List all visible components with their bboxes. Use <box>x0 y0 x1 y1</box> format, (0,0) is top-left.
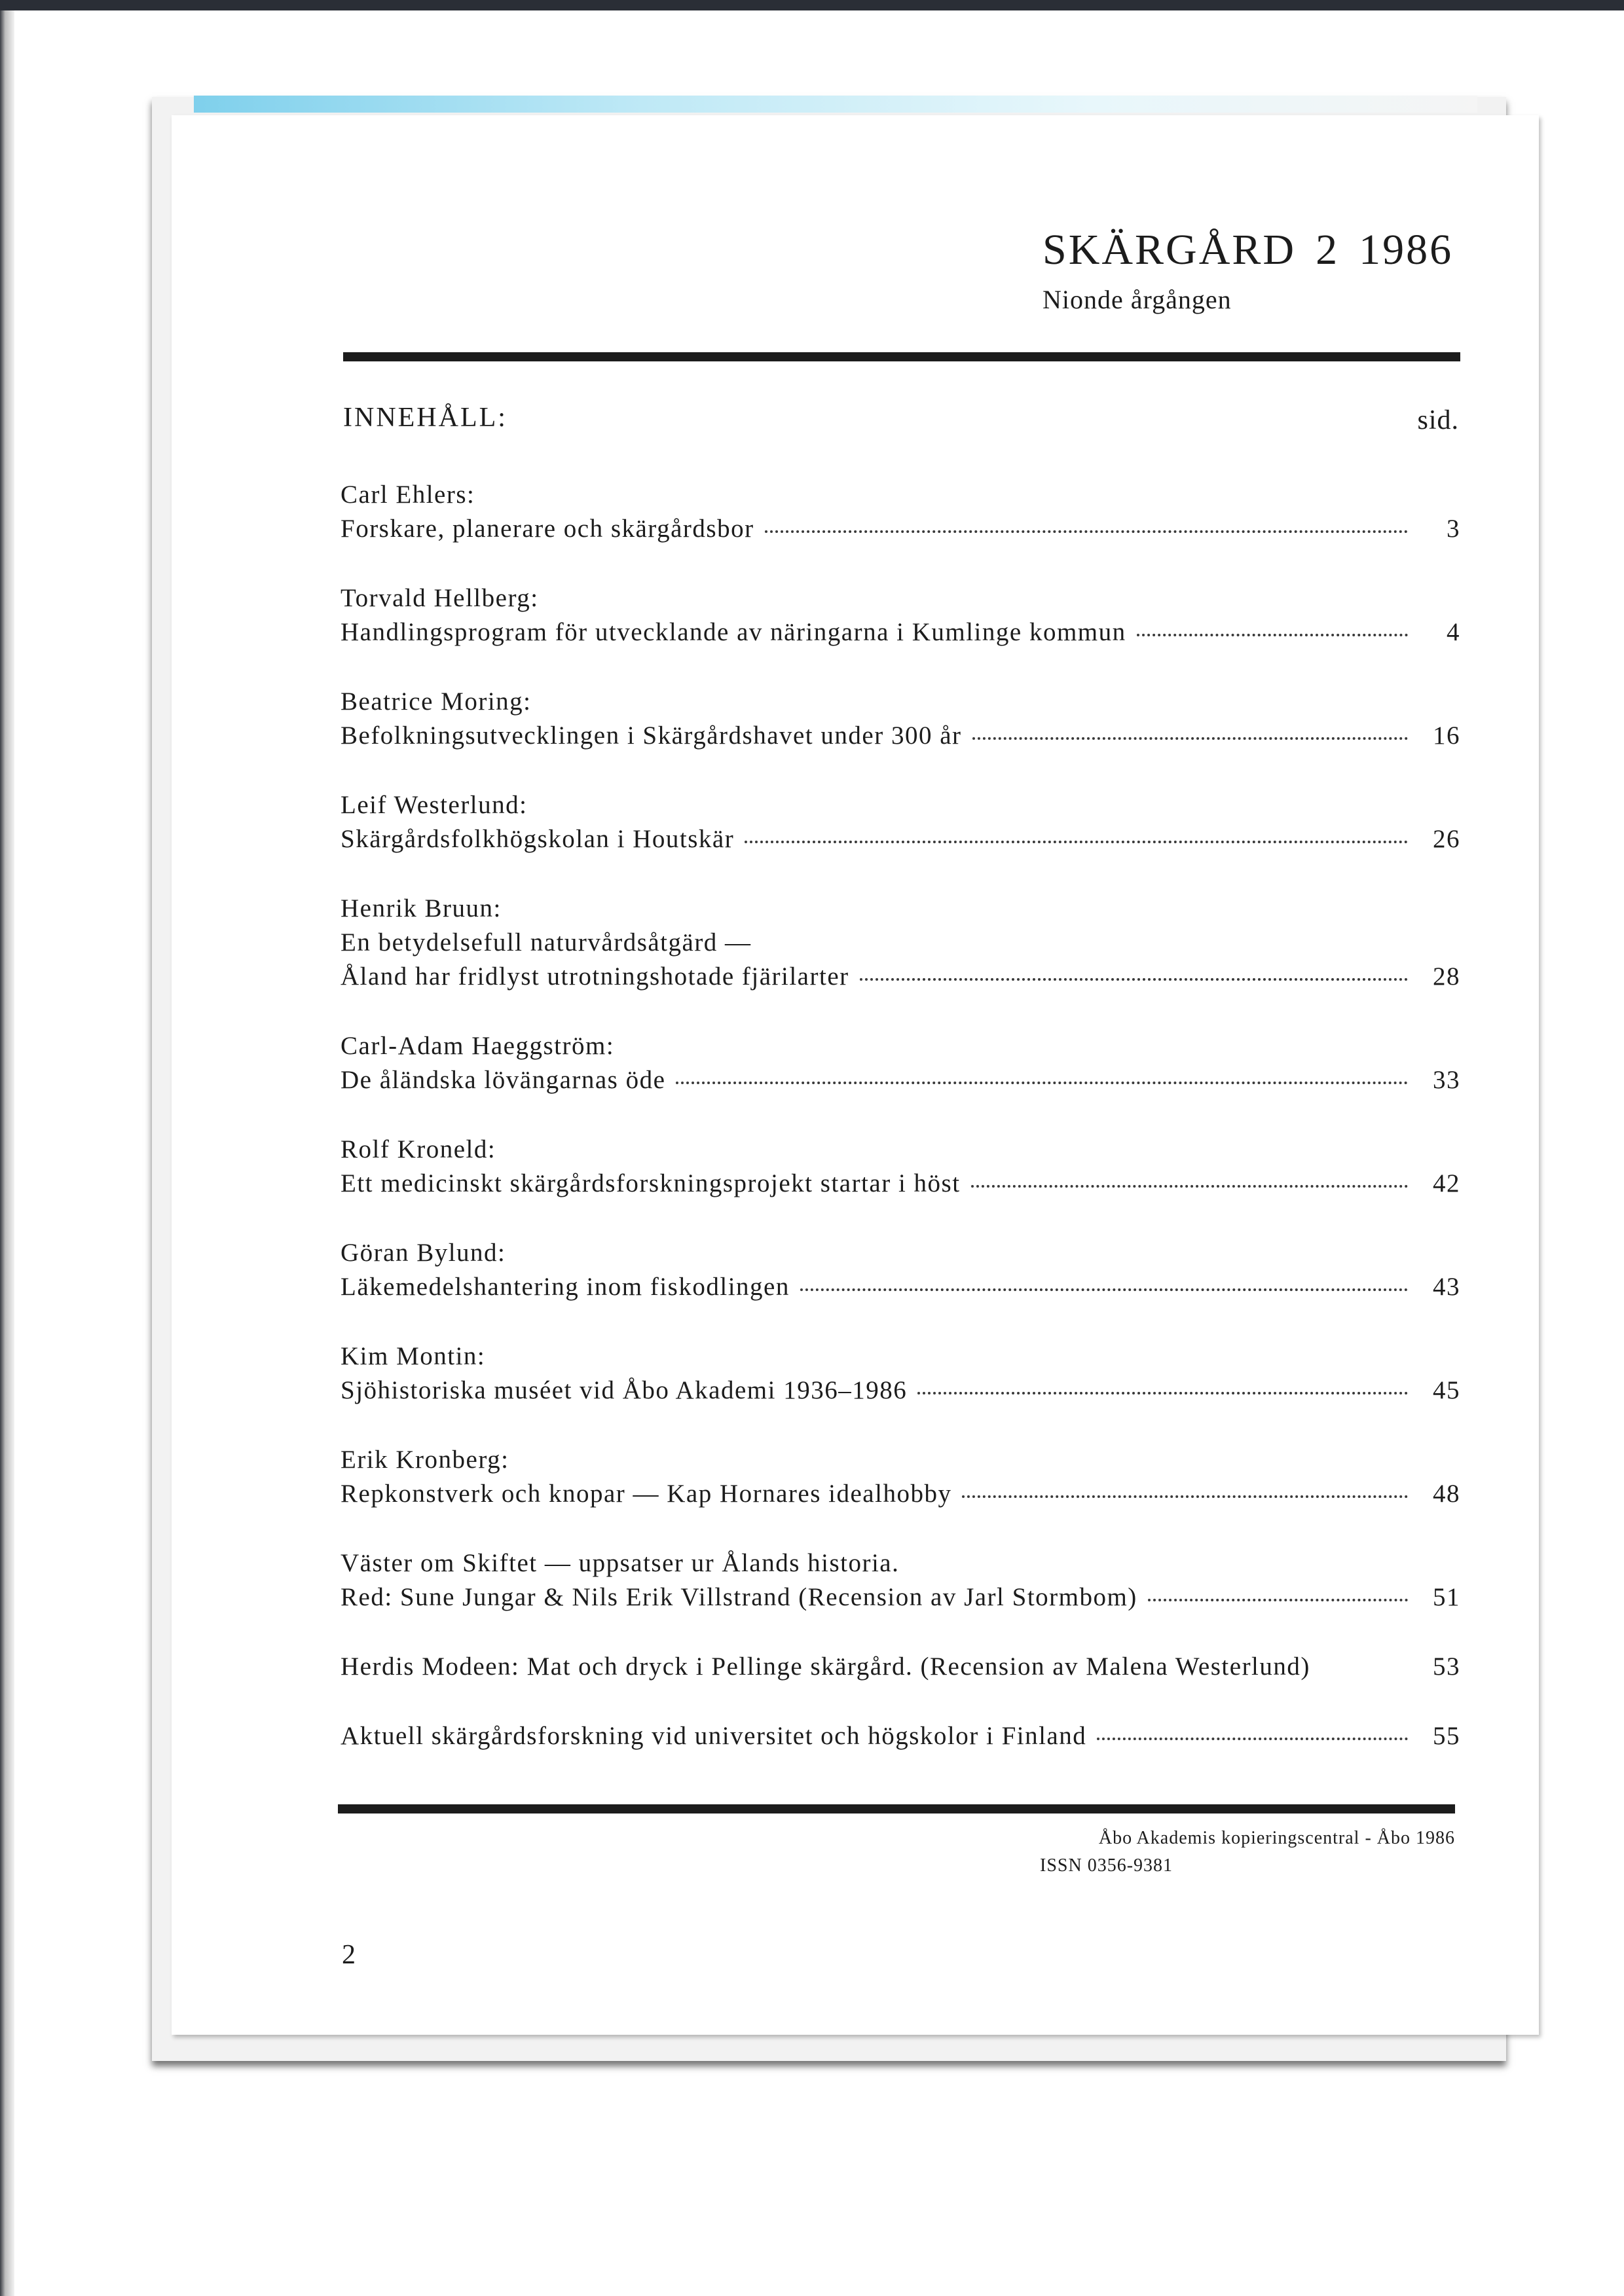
toc-title-line <box>341 512 1460 546</box>
toc-page-number: 28 <box>1433 962 1460 991</box>
scanner-top-edge <box>0 0 1624 10</box>
toc-line-text: Leif Westerlund: <box>341 791 528 819</box>
toc-author-line <box>341 788 1460 822</box>
toc-entry <box>341 892 1460 994</box>
toc-author-line <box>341 581 1460 615</box>
dot-leader <box>917 1392 1408 1394</box>
toc-title-line <box>341 1477 1460 1511</box>
toc-title-line <box>341 1167 1460 1201</box>
journal-name: SKÄRGÅRD <box>1043 226 1297 274</box>
toc-page-number: 48 <box>1433 1480 1460 1508</box>
toc-title-line <box>341 1063 1460 1097</box>
toc-page-number: 45 <box>1433 1376 1460 1404</box>
toc-entry <box>341 478 1460 546</box>
toc-entry <box>341 1339 1460 1408</box>
toc-line-text: Carl Ehlers: <box>341 481 475 509</box>
contents-heading: INNEHÅLL: <box>343 403 507 433</box>
page-column-heading: sid. <box>1417 405 1459 435</box>
toc-entry <box>341 1719 1460 1753</box>
toc-page-number: 26 <box>1433 825 1460 853</box>
toc-author-line <box>341 1236 1460 1270</box>
toc-page-number: 53 <box>1433 1652 1460 1681</box>
toc-line-text: Aktuell skärgårdsforskning vid universitet och högskolor i Finland <box>341 1722 1087 1750</box>
toc-line-text: Forskare, planerare och skärgårdsbor <box>341 515 754 543</box>
cover-strip <box>194 96 1477 113</box>
toc-title-line <box>341 719 1460 753</box>
toc-page-number: 55 <box>1433 1722 1460 1750</box>
dot-leader <box>676 1082 1408 1084</box>
toc-entry <box>341 1443 1460 1511</box>
toc-author-line <box>341 1339 1460 1374</box>
toc-entry <box>341 581 1460 649</box>
toc-line-text: Red: Sune Jungar & Nils Erik Villstrand (Recension av Jarl Stormbom) <box>341 1583 1137 1611</box>
volume-subtitle: Nionde årgången <box>1043 285 1232 314</box>
toc-page-number: 16 <box>1433 721 1460 750</box>
toc-line-text: Rolf Kroneld: <box>341 1135 496 1163</box>
toc-line-text: Torvald Hellberg: <box>341 584 539 612</box>
dot-leader <box>765 530 1408 533</box>
toc-line-text: Herdis Modeen: Mat och dryck i Pellinge skärgård. (Recension av Malena Westerlund) <box>341 1652 1310 1681</box>
top-rule <box>343 352 1460 361</box>
toc-title-line <box>341 1719 1460 1753</box>
toc-title-line <box>341 1270 1460 1304</box>
issue-year: 1986 <box>1359 226 1454 274</box>
toc-line-text: En betydelsefull naturvårdsåtgärd — <box>341 928 752 957</box>
toc-line-text: Sjöhistoriska muséet vid Åbo Akademi 1936–1986 <box>341 1376 908 1404</box>
toc-line-text: Skärgårdsfolkhögskolan i Houtskär <box>341 825 735 853</box>
toc-entry <box>341 1650 1460 1684</box>
scanner-left-edge <box>0 10 14 2296</box>
dot-leader <box>1137 634 1408 636</box>
toc-line-text: Handlingsprogram för utvecklande av näringarna i Kumlinge kommun <box>341 618 1126 646</box>
toc-line-text: Läkemedelshantering inom fiskodlingen <box>341 1273 790 1301</box>
issn-line: ISSN 0356-9381 <box>1040 1855 1173 1876</box>
toc-entry <box>341 1029 1460 1097</box>
toc-author-line <box>341 926 1460 960</box>
toc-author-line <box>341 1029 1460 1063</box>
toc-line-text: Ett medicinskt skärgårdsforskningsprojekt startar i höst <box>341 1169 961 1197</box>
toc-entry <box>341 788 1460 856</box>
toc-line-text: Väster om Skiftet — uppsatser ur Ålands historia. <box>341 1549 900 1577</box>
toc-page-number: 33 <box>1433 1066 1460 1094</box>
dot-leader <box>1097 1738 1408 1740</box>
toc-title-line <box>341 1650 1460 1684</box>
toc-author-line <box>341 1546 1460 1580</box>
toc-entry <box>341 685 1460 753</box>
toc-line-text: Göran Bylund: <box>341 1239 506 1267</box>
toc-page-number: 43 <box>1433 1273 1460 1301</box>
toc-title-line <box>341 822 1460 856</box>
toc-title-line <box>341 615 1460 649</box>
toc-line-text: Kim Montin: <box>341 1342 486 1370</box>
toc-entry <box>341 1546 1460 1614</box>
toc-line-text: Henrik Bruun: <box>341 894 502 922</box>
dot-leader <box>1148 1599 1408 1601</box>
toc-line-text: Befolkningsutvecklingen i Skärgårdshavet under 300 år <box>341 721 962 750</box>
toc-line-text: De åländska lövängarnas öde <box>341 1066 666 1094</box>
toc-page-number: 3 <box>1447 515 1460 543</box>
bottom-rule <box>338 1804 1455 1813</box>
toc-page-number: 4 <box>1447 618 1460 646</box>
journal-title <box>1043 225 1453 275</box>
toc-entry <box>341 1133 1460 1201</box>
dot-leader <box>962 1495 1408 1498</box>
toc-page-number: 51 <box>1433 1583 1460 1611</box>
dot-leader <box>800 1288 1408 1291</box>
toc-entry <box>341 1236 1460 1304</box>
page-number: 2 <box>342 1940 356 1970</box>
dot-leader <box>971 1185 1408 1188</box>
toc-line-text: Carl-Adam Haeggström: <box>341 1032 615 1060</box>
dot-leader <box>972 737 1409 740</box>
toc-line-text: Beatrice Moring: <box>341 687 532 716</box>
toc-title-line <box>341 960 1460 994</box>
toc-line-text: Åland har fridlyst utrotningshotade fjärilarter <box>341 962 849 991</box>
toc-author-line <box>341 685 1460 719</box>
publisher-line: Åbo Akademis kopieringscentral - Åbo 1986 <box>1098 1828 1455 1848</box>
toc-author-line <box>341 1443 1460 1477</box>
toc-line-text: Repkonstverk och knopar — Kap Hornares idealhobby <box>341 1480 952 1508</box>
toc-author-line <box>341 892 1460 926</box>
issue-number: 2 <box>1316 226 1340 274</box>
toc-author-line <box>341 478 1460 512</box>
toc-page-number: 42 <box>1433 1169 1460 1197</box>
dot-leader <box>745 841 1408 843</box>
toc-line-text: Erik Kronberg: <box>341 1446 509 1474</box>
toc-author-line <box>341 1133 1460 1167</box>
dot-leader <box>860 978 1408 981</box>
toc-title-line <box>341 1580 1460 1614</box>
toc-title-line <box>341 1374 1460 1408</box>
